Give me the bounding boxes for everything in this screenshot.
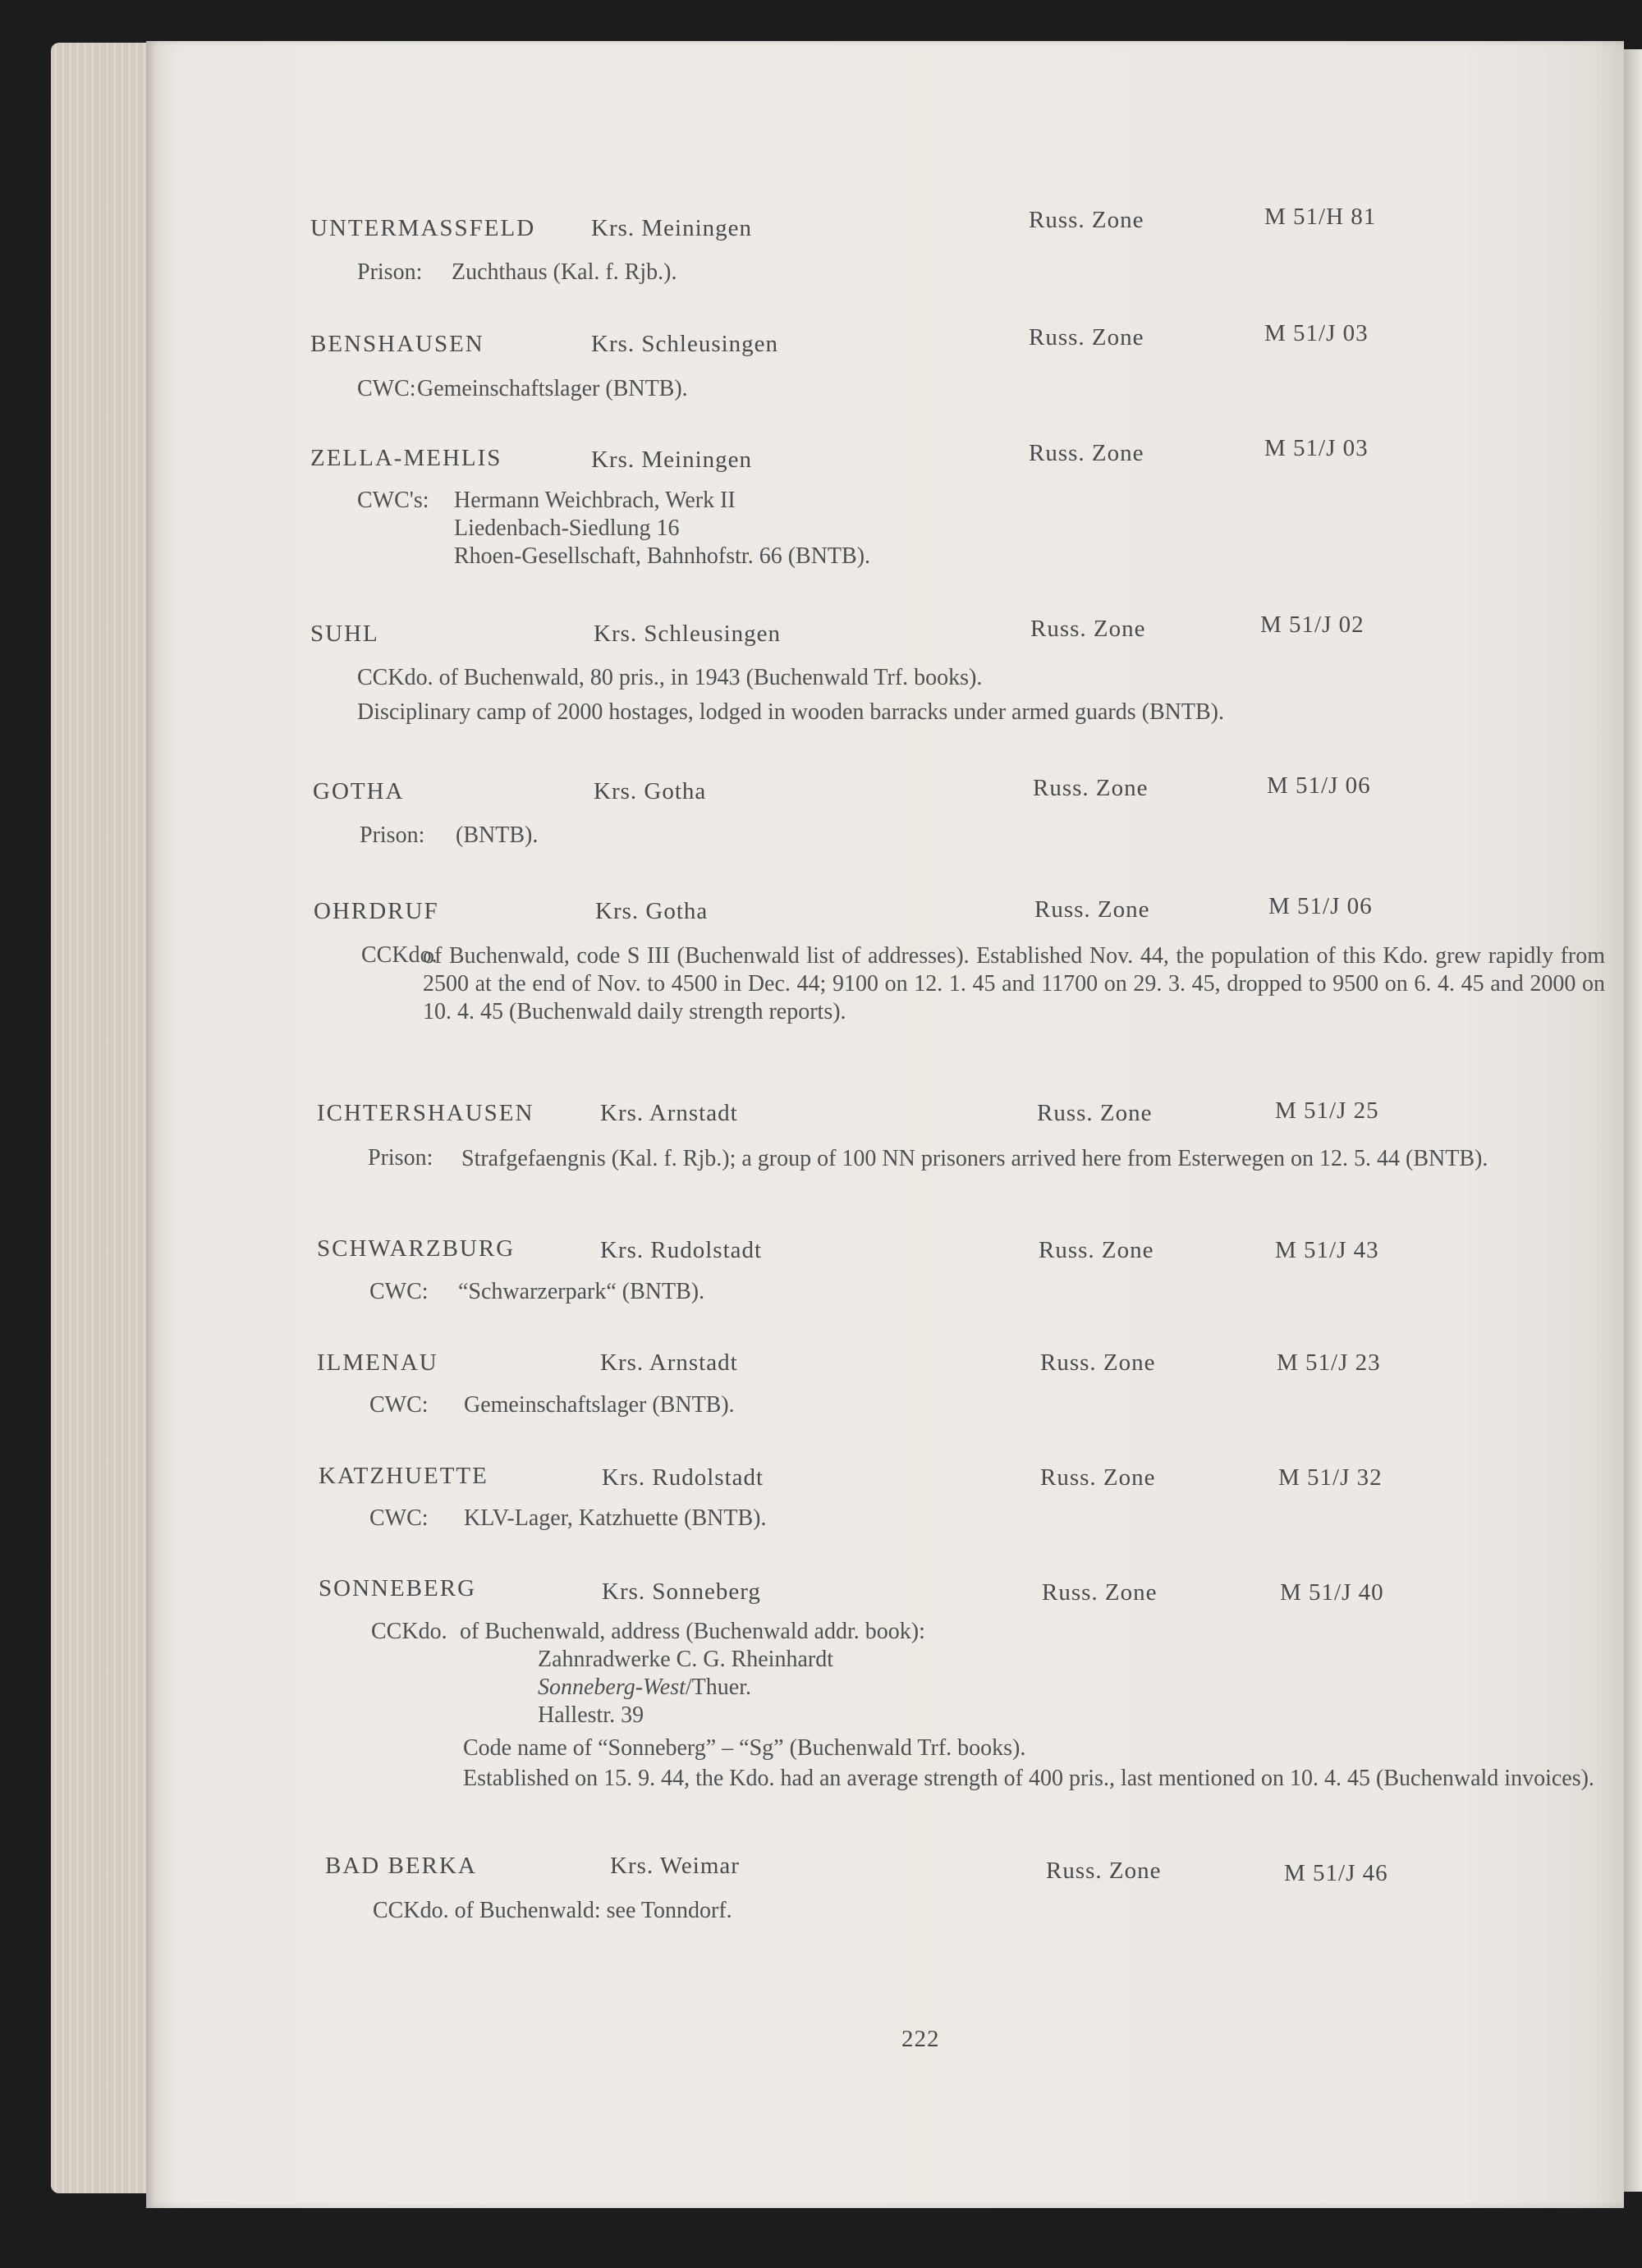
entry-text: Disciplinary camp of 2000 hostages, lodged in wooden barracks under armed guards (BNTB). [357, 699, 1224, 725]
zone: Russ. Zone [1030, 616, 1146, 642]
map-grid-ref: M 51/J 25 [1275, 1097, 1379, 1124]
district: Krs. Schleusingen [594, 621, 782, 647]
entry-text: CCKdo. of Buchenwald, 80 pris., in 1943 (Buchenwald Trf. books). [357, 665, 983, 690]
map-grid-ref: M 51/J 40 [1280, 1579, 1384, 1606]
entry-label: CWC: [369, 1505, 429, 1531]
district: Krs. Arnstadt [600, 1349, 738, 1376]
entry-label: CWC: [369, 1392, 429, 1418]
map-grid-ref: M 51/J 23 [1277, 1349, 1381, 1376]
map-grid-ref: M 51/J 03 [1264, 435, 1369, 461]
district: Krs. Rudolstadt [600, 1237, 763, 1263]
district: Krs. Gotha [594, 778, 707, 804]
address-town: Sonneberg-West [538, 1675, 686, 1700]
zone: Russ. Zone [1039, 1237, 1154, 1263]
district: Krs. Rudolstadt [602, 1464, 764, 1491]
entry-label: CWC's: [357, 488, 429, 513]
entry-text: CCKdo. of Buchenwald: see Tonndorf. [373, 1898, 732, 1923]
place-name: SUHL [310, 621, 379, 647]
entry-text: Gemeinschaftslager (BNTB). [464, 1392, 735, 1418]
zone: Russ. Zone [1037, 1100, 1153, 1126]
place-name: KATZHUETTE [319, 1463, 488, 1489]
entry-text: “Schwarzerpark“ (BNTB). [458, 1279, 705, 1304]
zone: Russ. Zone [1034, 896, 1150, 923]
entry-text: Zuchthaus (Kal. f. Rjb.). [452, 259, 677, 285]
place-name: SCHWARZBURG [317, 1235, 516, 1262]
zone: Russ. Zone [1040, 1349, 1156, 1376]
entry-text: KLV-Lager, Katzhuette (BNTB). [464, 1505, 767, 1531]
district: Krs. Meiningen [591, 215, 753, 241]
entry-text: Gemeinschaftslager (BNTB). [417, 376, 688, 401]
entry-label: Prison: [360, 822, 425, 848]
map-grid-ref: M 51/H 81 [1264, 204, 1377, 230]
address-line: Zahnradwerke C. G. Rheinhardt [538, 1647, 833, 1672]
zone: Russ. Zone [1042, 1579, 1158, 1606]
map-grid-ref: M 51/J 32 [1278, 1464, 1383, 1491]
entry-label: Prison: [357, 259, 423, 285]
zone: Russ. Zone [1033, 775, 1149, 801]
entry-paragraph: of Buchenwald, code S III (Buchenwald list of addresses). Established Nov. 44, the population of this Kdo. grew rapidly from 2500 at the end of Nov. to 4500 in Dec. 44; 9100 on 12. 1. 45 and 11700 on 29. 3. 45, dropped to 9500 on 6. 4. 45 and 2000 on 10. 4. 45 (Buchenwald daily strength reports). [423, 943, 1605, 1024]
address-line [538, 1675, 751, 1701]
entry-label: CCKdo. [361, 942, 438, 968]
zone: Russ. Zone [1040, 1464, 1156, 1491]
entry-text: Rhoen-Gesellschaft, Bahnhofstr. 66 (BNTB). [454, 543, 871, 569]
entry-label: CWC: [369, 1279, 429, 1304]
entry-paragraph: Strafgefaengnis (Kal. f. Rjb.); a group of 100 NN prisoners arrived here from Esterwegen on 12. 5. 44 (BNTB). [461, 1146, 1488, 1171]
district: Krs. Sonneberg [602, 1578, 761, 1605]
entry-text: Hermann Weichbrach, Werk II [454, 488, 736, 513]
entry-text: (BNTB). [456, 822, 539, 848]
entry-label: CWC: [357, 376, 416, 401]
entry-label: CCKdo. [371, 1619, 447, 1644]
map-grid-ref: M 51/J 43 [1275, 1237, 1379, 1263]
map-grid-ref: M 51/J 06 [1267, 772, 1371, 799]
map-grid-ref: M 51/J 03 [1264, 320, 1369, 346]
entry-text: Code name of “Sonneberg” – “Sg” (Buchenwald Trf. books). [463, 1735, 1026, 1761]
address-line: Hallestr. 39 [538, 1702, 644, 1728]
book-spine [1621, 49, 1642, 2192]
district: Krs. Meiningen [591, 447, 753, 473]
place-name: BAD BERKA [325, 1853, 477, 1879]
map-grid-ref: M 51/J 06 [1268, 893, 1373, 919]
place-name: OHRDRUF [314, 898, 439, 924]
place-name: GOTHA [313, 778, 405, 804]
place-name: SONNEBERG [319, 1575, 477, 1601]
zone: Russ. Zone [1029, 207, 1144, 233]
zone: Russ. Zone [1046, 1858, 1162, 1884]
entry-text: of Buchenwald, address (Buchenwald addr. book): [460, 1619, 925, 1644]
district: Krs. Schleusingen [591, 331, 779, 357]
place-name: BENSHAUSEN [310, 331, 484, 357]
map-grid-ref: M 51/J 02 [1260, 612, 1365, 638]
zone: Russ. Zone [1029, 440, 1144, 466]
district: Krs. Arnstadt [600, 1100, 738, 1126]
place-name: ILMENAU [317, 1349, 438, 1376]
page-number: 222 [901, 2026, 940, 2052]
entry-label: Prison: [368, 1145, 433, 1171]
entry-text: Liedenbach-Siedlung 16 [454, 515, 680, 541]
book-page [146, 41, 1624, 2208]
place-name: ZELLA-MEHLIS [310, 445, 502, 471]
district: Krs. Weimar [610, 1853, 740, 1879]
place-name: ICHTERSHAUSEN [317, 1100, 534, 1126]
entry-paragraph: Established on 15. 9. 44, the Kdo. had an average strength of 400 pris., last mentioned on 10. 4. 45 (Buchenwald invoices). [463, 1766, 1594, 1791]
address-region: /Thuer. [685, 1675, 751, 1700]
place-name: UNTERMASSFELD [310, 215, 536, 241]
zone: Russ. Zone [1029, 324, 1144, 351]
map-grid-ref: M 51/J 46 [1284, 1860, 1388, 1886]
page-edges [51, 43, 149, 2193]
district: Krs. Gotha [595, 898, 709, 924]
